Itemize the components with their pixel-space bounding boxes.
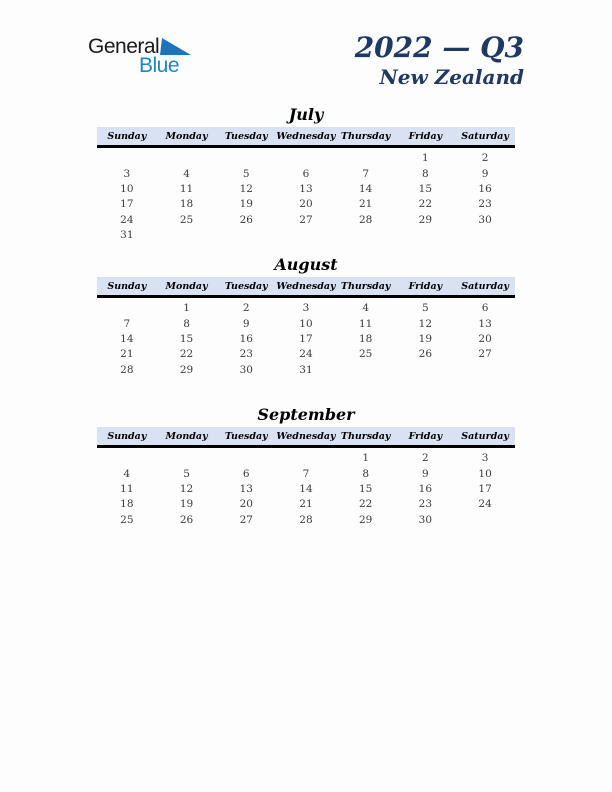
day-cell: 25 xyxy=(358,348,373,361)
day-cell: 26 xyxy=(179,513,194,526)
weekday-label: Monday xyxy=(157,277,217,297)
day-cell: 23 xyxy=(239,348,253,361)
month-table xyxy=(97,277,515,377)
day-cell: 21 xyxy=(120,348,134,361)
weekday-label: Sunday xyxy=(97,277,157,297)
empty-day-cell xyxy=(396,363,456,378)
logo-text-general: General xyxy=(88,35,160,58)
day-cell: 15 xyxy=(358,482,373,495)
day-cell: 5 xyxy=(183,467,190,480)
day-cell: 31 xyxy=(299,363,313,376)
day-cell: 9 xyxy=(242,317,250,330)
weekday-header-row xyxy=(97,277,515,297)
weekday-label: Friday xyxy=(396,127,456,147)
day-cell: 13 xyxy=(299,182,313,195)
day-cell: 11 xyxy=(120,482,134,495)
calendar-grid xyxy=(97,105,515,555)
day-cell: 17 xyxy=(478,482,492,495)
day-cell: 25 xyxy=(120,513,134,526)
empty-day-cell xyxy=(455,513,515,528)
week-row xyxy=(97,297,515,317)
day-cell: 10 xyxy=(299,317,313,330)
week-row xyxy=(97,213,515,228)
day-cell: 3 xyxy=(302,302,310,315)
day-cell: 7 xyxy=(302,467,310,480)
day-cell: 14 xyxy=(299,482,313,495)
day-cell: 12 xyxy=(179,482,194,495)
week-row xyxy=(97,197,515,212)
day-cell: 3 xyxy=(481,452,489,465)
day-cell: 29 xyxy=(179,363,194,376)
weekday-label: Saturday xyxy=(455,127,515,147)
page-title: 2022 — Q3 xyxy=(354,31,524,64)
day-cell: 4 xyxy=(123,467,131,480)
day-cell: 22 xyxy=(358,498,373,511)
week-row xyxy=(97,228,515,243)
day-cell: 9 xyxy=(422,467,429,480)
empty-day-cell xyxy=(97,447,157,467)
month-title: September xyxy=(257,405,355,425)
day-cell: 20 xyxy=(478,332,492,345)
day-cell: 21 xyxy=(358,198,373,211)
day-cell: 24 xyxy=(299,348,313,361)
day-cell: 6 xyxy=(242,467,250,480)
day-cell: 21 xyxy=(299,498,313,511)
day-cell: 30 xyxy=(239,363,253,376)
month-table xyxy=(97,127,515,243)
day-cell: 28 xyxy=(358,213,373,226)
day-cell: 16 xyxy=(418,482,433,495)
day-cell: 2 xyxy=(242,302,250,315)
day-cell: 10 xyxy=(478,467,492,480)
day-cell: 17 xyxy=(120,198,134,211)
weekday-header-row xyxy=(97,427,515,447)
day-cell: 28 xyxy=(299,513,313,526)
title-block xyxy=(355,33,524,89)
day-cell: 9 xyxy=(481,167,489,180)
empty-day-cell xyxy=(455,363,515,378)
day-cell: 14 xyxy=(120,332,134,345)
day-cell: 13 xyxy=(239,482,253,495)
weekday-label: Tuesday xyxy=(216,277,276,297)
week-row xyxy=(97,347,515,362)
weekday-label: Friday xyxy=(396,427,456,447)
month-title: July xyxy=(288,105,324,125)
weekday-label: Monday xyxy=(157,127,217,147)
weekday-label: Saturday xyxy=(455,277,515,297)
day-cell: 30 xyxy=(418,513,433,526)
day-cell: 19 xyxy=(179,498,194,511)
weekday-label: Sunday xyxy=(97,427,157,447)
weekday-label: Sunday xyxy=(97,127,157,147)
day-cell: 27 xyxy=(239,513,253,526)
day-cell: 18 xyxy=(179,198,194,211)
day-cell: 4 xyxy=(183,167,190,180)
weekday-label: Monday xyxy=(157,427,217,447)
empty-day-cell xyxy=(216,228,276,243)
month-table xyxy=(97,427,515,527)
day-cell: 14 xyxy=(358,182,373,195)
weekday-label: Tuesday xyxy=(216,427,276,447)
day-cell: 2 xyxy=(481,152,489,165)
week-row xyxy=(97,482,515,497)
week-row xyxy=(97,497,515,512)
day-cell: 27 xyxy=(478,348,492,361)
day-cell: 28 xyxy=(120,363,134,376)
day-cell: 25 xyxy=(179,213,194,226)
weekday-label: Friday xyxy=(396,277,456,297)
day-cell: 22 xyxy=(418,198,433,211)
weekday-label: Thursday xyxy=(336,427,396,447)
day-cell: 29 xyxy=(418,213,433,226)
empty-day-cell xyxy=(276,228,336,243)
month-calendar xyxy=(97,255,515,405)
day-cell: 11 xyxy=(179,182,194,195)
empty-day-cell xyxy=(216,447,276,467)
week-row xyxy=(97,513,515,528)
day-cell: 18 xyxy=(358,332,373,345)
empty-day-cell xyxy=(97,297,157,317)
week-row xyxy=(97,182,515,197)
page-subtitle: New Zealand xyxy=(379,65,524,90)
empty-day-cell xyxy=(276,147,336,167)
day-cell: 2 xyxy=(422,452,429,465)
empty-day-cell xyxy=(336,147,396,167)
empty-day-cell xyxy=(216,147,276,167)
weekday-label: Thursday xyxy=(336,277,396,297)
day-cell: 26 xyxy=(418,348,433,361)
day-cell: 23 xyxy=(478,198,492,211)
day-cell: 12 xyxy=(418,317,433,330)
day-cell: 1 xyxy=(422,152,429,165)
day-cell: 29 xyxy=(358,513,373,526)
empty-day-cell xyxy=(455,228,515,243)
weekday-label: Tuesday xyxy=(216,127,276,147)
day-cell: 24 xyxy=(478,498,492,511)
weekday-label: Thursday xyxy=(336,127,396,147)
day-cell: 17 xyxy=(299,332,313,345)
day-cell: 5 xyxy=(242,167,250,180)
day-cell: 1 xyxy=(362,452,369,465)
day-cell: 3 xyxy=(123,167,131,180)
week-row xyxy=(97,317,515,332)
day-cell: 15 xyxy=(418,182,433,195)
day-cell: 19 xyxy=(239,198,253,211)
day-cell: 7 xyxy=(123,317,131,330)
weekday-label: Wednesday xyxy=(276,277,336,297)
week-row xyxy=(97,332,515,347)
empty-day-cell xyxy=(276,447,336,467)
day-cell: 12 xyxy=(239,182,253,195)
day-cell: 6 xyxy=(302,167,310,180)
empty-day-cell xyxy=(157,447,217,467)
day-cell: 23 xyxy=(418,498,433,511)
day-cell: 22 xyxy=(179,348,194,361)
weekday-label: Saturday xyxy=(455,427,515,447)
page-header xyxy=(0,0,612,89)
day-cell: 31 xyxy=(120,228,134,241)
day-cell: 20 xyxy=(299,198,313,211)
day-cell: 13 xyxy=(478,317,492,330)
day-cell: 27 xyxy=(299,213,313,226)
month-calendar xyxy=(97,405,515,555)
week-row xyxy=(97,467,515,482)
week-row xyxy=(97,447,515,467)
day-cell: 15 xyxy=(179,332,194,345)
empty-day-cell xyxy=(97,147,157,167)
day-cell: 7 xyxy=(362,167,369,180)
pennant-triangle-icon xyxy=(160,38,191,55)
weekday-label: Wednesday xyxy=(276,127,336,147)
empty-day-cell xyxy=(396,228,456,243)
week-row xyxy=(97,167,515,182)
month-title: August xyxy=(274,255,338,275)
day-cell: 8 xyxy=(183,317,190,330)
empty-day-cell xyxy=(336,363,396,378)
logo-text-blue: Blue xyxy=(139,54,180,77)
empty-day-cell xyxy=(336,228,396,243)
day-cell: 6 xyxy=(481,302,489,315)
day-cell: 16 xyxy=(478,182,492,195)
day-cell: 1 xyxy=(183,302,190,315)
day-cell: 20 xyxy=(239,498,253,511)
general-blue-logo xyxy=(88,36,198,88)
day-cell: 26 xyxy=(239,213,253,226)
week-row xyxy=(97,147,515,167)
day-cell: 16 xyxy=(239,332,253,345)
month-calendar xyxy=(97,105,515,255)
day-cell: 5 xyxy=(422,302,429,315)
day-cell: 18 xyxy=(120,498,134,511)
weekday-label: Wednesday xyxy=(276,427,336,447)
empty-day-cell xyxy=(157,147,217,167)
day-cell: 30 xyxy=(478,213,492,226)
day-cell: 10 xyxy=(120,182,134,195)
day-cell: 19 xyxy=(418,332,433,345)
day-cell: 4 xyxy=(362,302,369,315)
day-cell: 8 xyxy=(422,167,429,180)
week-row xyxy=(97,363,515,378)
day-cell: 11 xyxy=(358,317,373,330)
empty-day-cell xyxy=(157,228,217,243)
weekday-header-row xyxy=(97,127,515,147)
day-cell: 24 xyxy=(120,213,134,226)
day-cell: 8 xyxy=(362,467,369,480)
